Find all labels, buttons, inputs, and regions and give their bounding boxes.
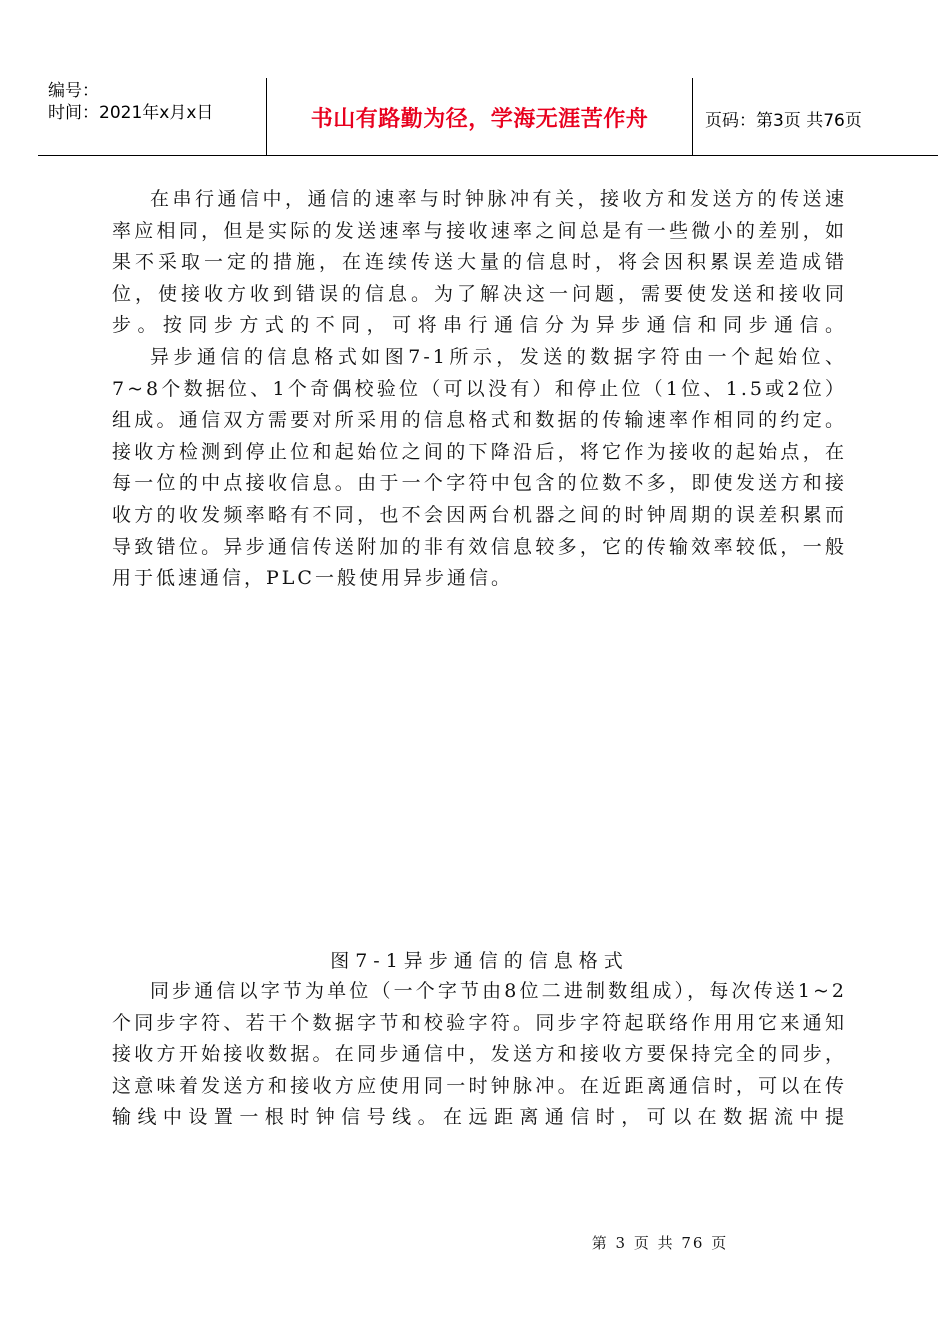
paragraph-async-format: 异步通信的信息格式如图7-1所示，发送的数据字符由一个起始位、7~8个数据位、1个奇偶校验位（可以没有）和停止位（1位、1.5或2位）组成。通信双方需要对所采用的信息格式和数据的传输速率作相同的约定。接收方检测到停止位和起始位之间的下降沿后，将它作为接收的起始点，在每一位的中点接收信息。由于一个字符中包含的位数不多，即使发送方和接收方的收发频率略有不同，也不会因两台机器之间的时钟周期的误差积累而导致错位。异步通信传送附加的非有效信息较多，它的传输效率较低，一般用于低速通信，PLC一般使用异步通信。 bbox=[112, 345, 847, 590]
document-body-continued bbox=[112, 976, 847, 1134]
footer-page-number: 第 3 页 共 76 页 bbox=[591, 1234, 729, 1252]
header-divider-right bbox=[692, 78, 693, 155]
paragraph-serial-sync: 在串行通信中，通信的速率与时钟脉冲有关，接收方和发送方的传送速率应相同，但是实际的发送速率与接收速率之间总是有一些微小的差别，如果不采取一定的措施，在连续传送大量的信息时，将会因积累误差造成错位，使接收方收到错误的信息。为了解决这一问题，需要使发送和接收同步。按同步方式的不同，可将串行通信分为异步通信和同步通信。 bbox=[112, 188, 847, 337]
header-meta bbox=[48, 80, 213, 124]
document-time-label: 时间：2021年x月x日 bbox=[48, 103, 214, 123]
header-page-info: 页码：第3页 共76页 bbox=[705, 111, 862, 131]
document-number-label: 编号： bbox=[48, 81, 99, 101]
document-body bbox=[112, 184, 847, 595]
figure-caption: 图7-1异步通信的信息格式 bbox=[330, 950, 629, 972]
paragraph-sync-comm: 同步通信以字节为单位（一个字节由8位二进制数组成），每次传送1~2个同步字符、若干个数据字节和校验字符。同步字符起联络作用用它来通知接收方开始接收数据。在同步通信中，发送方和接收方要保持完全的同步，这意味着发送方和接收方应使用同一时钟脉冲。在近距离通信时，可以在传输线中设置一根时钟信号线。在远距离通信时，可以在数据流中提 bbox=[112, 980, 847, 1129]
page-header bbox=[38, 78, 938, 156]
header-motto: 书山有路勤为径，学海无涯苦作舟 bbox=[310, 107, 649, 132]
page-footer bbox=[0, 1232, 950, 1253]
